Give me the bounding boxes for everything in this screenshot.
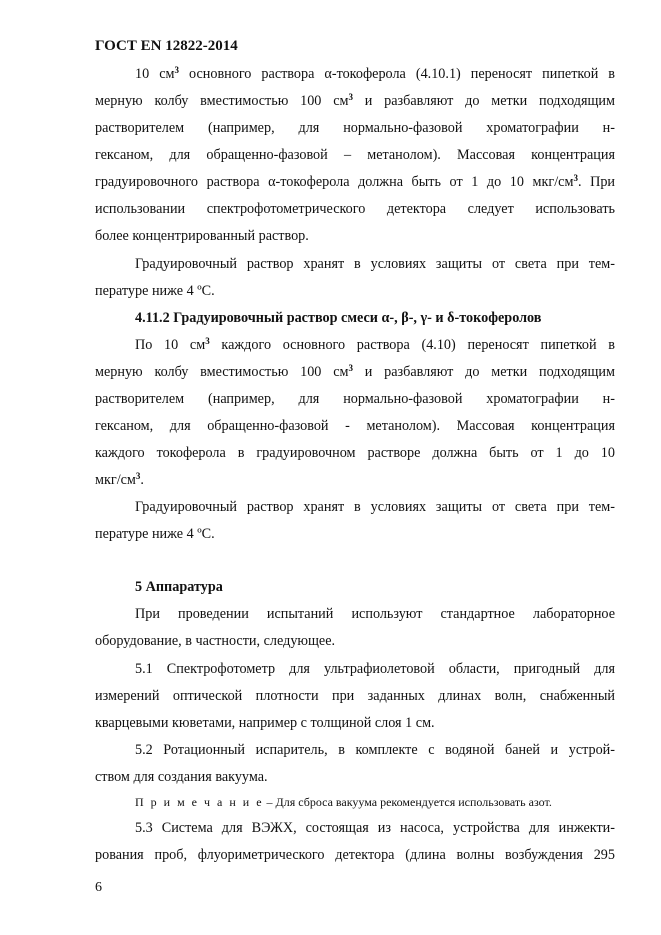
text-line: пературе ниже 4 ºС. (95, 526, 215, 542)
text-line: мерную колбу вместимостью 100 $см^3$ и разбавляют до метки подходящим (95, 363, 615, 380)
text-line: растворителем (например, для нормально-фазовой хроматографии н- (95, 391, 615, 407)
text-line: ством для создания вакуума. (95, 769, 268, 785)
text-line: градуировочного раствора α-токоферола должна быть от 1 до 10 мкг/$см^3$. При (95, 173, 616, 190)
text-line: рования проб, флуориметрического детектора (длина волны возбуждения 295 (95, 847, 615, 863)
section-heading: 5 Аппаратура (135, 579, 223, 595)
text-line: По 10 $см^3$ каждого основного раствора (4.10) переносят пипеткой в (135, 336, 616, 353)
note-text: – Для сброса вакуума рекомендуется использовать азот. (263, 795, 552, 809)
text-line: 5.2 Ротационный испаритель, в комплекте с водяной баней и устрой- (135, 742, 615, 758)
text-line: 10 $см^3$ основного раствора α-токоферола (4.10.1) переносят пипеткой в (135, 65, 616, 82)
text-line: пературе ниже 4 ºС. (95, 283, 215, 299)
text-line: более концентрированный раствор. (95, 228, 309, 244)
text-line: мерную колбу вместимостью 100 $см^3$ и разбавляют до метки подходящим (95, 92, 615, 109)
text-line: Градуировочный раствор хранят в условиях защиты от света при тем- (135, 499, 615, 515)
text-line: мкг/$см^3$. (95, 471, 144, 488)
text-line: Градуировочный раствор хранят в условиях защиты от света при тем- (135, 256, 615, 272)
text-line: гексаном, для обращенно-фазовой – метанолом). Массовая концентрация (95, 147, 615, 163)
standard-header: ГОСТ EN 12822-2014 (95, 38, 238, 54)
note (135, 793, 615, 811)
text-line: растворителем (например, для нормально-фазовой хроматографии н- (95, 120, 615, 136)
text-line: каждого токоферола в градуировочном растворе должна быть от 1 до 10 (95, 445, 615, 461)
text-line: кварцевыми кюветами, например с толщиной слоя 1 см. (95, 715, 435, 731)
section-heading: 4.11.2 Градуировочный раствор смеси α-, β-, γ- и δ-токоферолов (135, 310, 542, 326)
page-number: 6 (95, 880, 102, 895)
text-line: оборудование, в частности, следующее. (95, 633, 336, 649)
text-line: гексаном, для обращенно-фазовой - метанолом). Массовая концентрация (95, 418, 615, 434)
text-line: 5.1 Спектрофотометр для ультрафиолетовой области, пригодный для (135, 661, 615, 677)
note-label: П р и м е ч а н и е (135, 795, 264, 809)
text-line: 5.3 Система для ВЭЖХ, состоящая из насоса, устройства для инжекти- (135, 820, 615, 836)
text-line: измерений оптической плотности при заданных длинах волн, снабженный (95, 688, 615, 704)
text-line: При проведении испытаний используют стандартное лабораторное (135, 606, 615, 622)
text-line: использовании спектрофотометрического детектора следует использовать (95, 201, 615, 217)
